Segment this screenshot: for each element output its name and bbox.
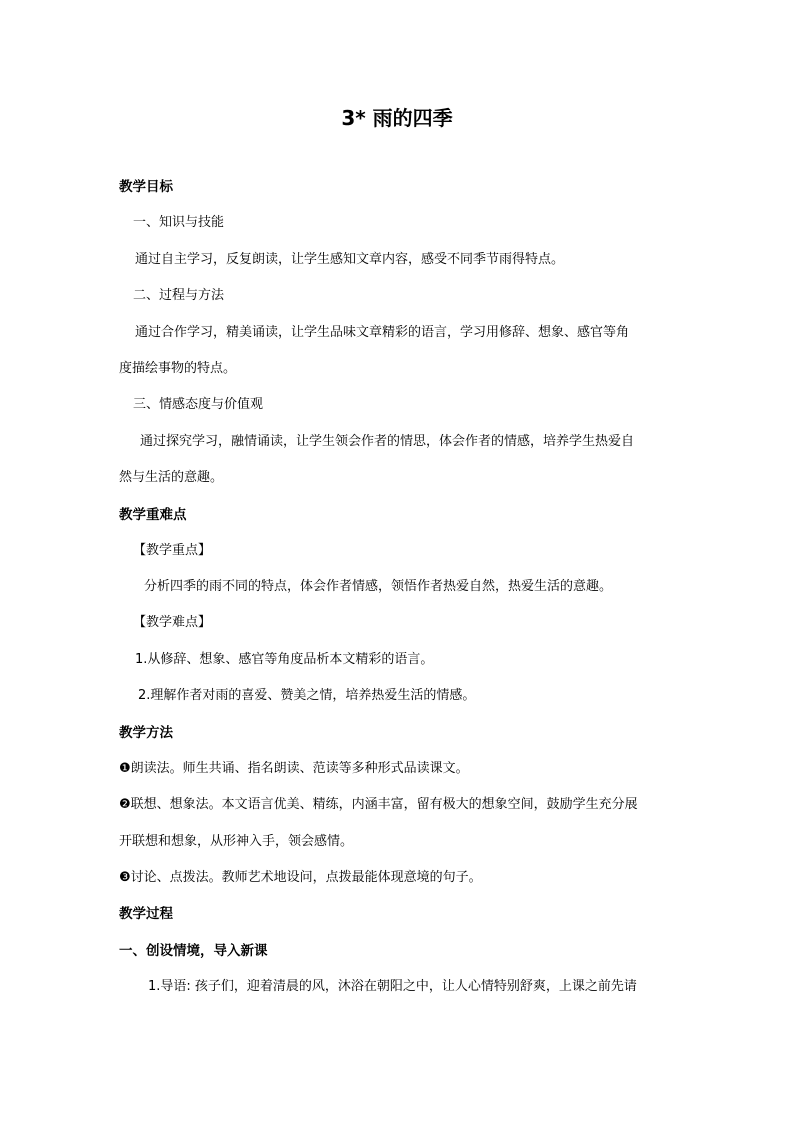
paragraph-process-methods-line2: 度描绘事物的特点。 bbox=[119, 361, 237, 376]
subheading-create-situation: 一、创设情境，导入新课 bbox=[119, 943, 268, 959]
list-item-method-3: ❸讨论、点拨法。教师艺术地设问，点拨最能体现意境的句子。 bbox=[119, 870, 482, 885]
list-item-difficulty-1: 1.从修辞、想象、感官等角度品析本文精彩的语言。 bbox=[135, 652, 434, 667]
paragraph-teaching-focus: 分析四季的雨不同的特点，体会作者情感，领悟作者热爱自然，热爱生活的意趣。 bbox=[144, 579, 613, 594]
paragraph-emotion-values-line2: 然与生活的意趣。 bbox=[119, 470, 224, 485]
subheading-knowledge-skills: 一、知识与技能 bbox=[133, 215, 225, 230]
list-item-method-2-line1: ❷联想、想象法。本文语言优美、精练，内涵丰富，留有极大的想象空间，鼓励学生充分展 bbox=[119, 797, 638, 812]
list-item-difficulty-2: 2.理解作者对雨的喜爱、赞美之情，培养热爱生活的情感。 bbox=[138, 688, 476, 703]
subheading-process-methods: 二、过程与方法 bbox=[133, 288, 225, 303]
section-heading-methods: 教学方法 bbox=[119, 725, 173, 741]
list-item-method-1: ❶朗读法。师生共诵、指名朗读、范读等多种形式品读课文。 bbox=[119, 761, 469, 776]
section-heading-objectives: 教学目标 bbox=[119, 179, 173, 195]
list-item-method-2-line2: 开联想和想象，从形神入手，领会感情。 bbox=[119, 834, 354, 849]
section-heading-key-points: 教学重难点 bbox=[119, 507, 187, 523]
paragraph-emotion-values-line1: 通过探究学习，融情诵读，让学生领会作者的情思，体会作者的情感，培养学生热爱自 bbox=[140, 434, 635, 449]
label-teaching-difficulty: 【教学难点】 bbox=[133, 615, 212, 630]
document-title: 3* 雨的四季 bbox=[341, 106, 453, 130]
paragraph-knowledge-skills: 通过自主学习，反复朗读，让学生感知文章内容，感受不同季节雨得特点。 bbox=[135, 252, 565, 267]
paragraph-process-methods-line1: 通过合作学习，精美诵读，让学生品味文章精彩的语言，学习用修辞、想象、感官等角 bbox=[135, 325, 630, 340]
label-teaching-focus: 【教学重点】 bbox=[133, 543, 212, 558]
subheading-emotion-values: 三、情感态度与价值观 bbox=[133, 397, 264, 412]
section-heading-process: 教学过程 bbox=[119, 906, 173, 922]
paragraph-intro: 1.导语: 孩子们，迎着清晨的风，沐浴在朝阳之中，让人心情特别舒爽，上课之前先请 bbox=[148, 979, 637, 994]
